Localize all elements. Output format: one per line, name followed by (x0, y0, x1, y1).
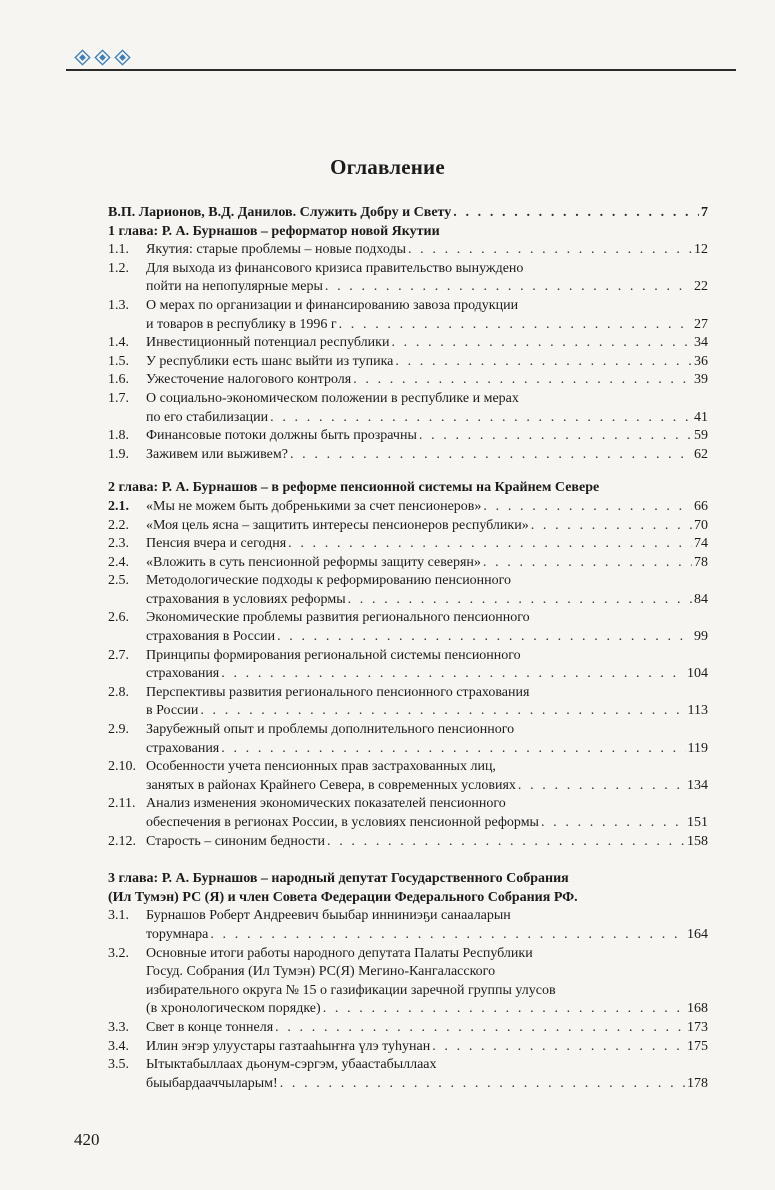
toc-entry-page: 62 (694, 446, 708, 462)
toc-entry-number: 3.3. (108, 1019, 129, 1035)
toc-entry (108, 353, 708, 372)
leader-dots (353, 371, 692, 390)
toc-entry-number: 1.5. (108, 353, 129, 369)
leader-dots (275, 1019, 685, 1038)
toc-entry-number: 1.4. (108, 335, 129, 351)
toc-entry-page: 78 (694, 554, 708, 570)
toc-entry-title: У республики есть шанс выйти из тупика (146, 353, 394, 369)
header-rule (66, 69, 736, 71)
toc-entry-page: 27 (694, 316, 708, 332)
toc-entry-number: 3.1. (108, 908, 129, 924)
toc-entry-number: 1.1. (108, 242, 129, 258)
toc-entry (108, 795, 708, 832)
toc-intro-entry (108, 204, 708, 223)
toc-entry-number: 2.2. (108, 517, 129, 533)
toc-entry (108, 498, 708, 517)
toc-entry (108, 833, 708, 852)
toc-entry-page: 164 (687, 926, 708, 942)
toc-entry (108, 390, 708, 427)
toc-entry-number: 2.11. (108, 796, 136, 812)
toc-entry-page: 36 (694, 353, 708, 369)
toc-entry-number: 2.3. (108, 536, 129, 552)
toc-entry-title: Финансовые потоки должны быть прозрачны (146, 428, 417, 444)
toc-entry-page: 113 (687, 703, 708, 719)
toc-entry-title: Ужесточение налогового контроля (146, 372, 352, 388)
toc-entry-number: 3.5. (108, 1057, 129, 1073)
toc-entry-page: 134 (687, 777, 708, 793)
toc-entry-page: 173 (687, 1019, 708, 1035)
toc-entry (108, 535, 708, 554)
toc-entry-page: 41 (694, 409, 708, 425)
toc-entry-page: 84 (694, 591, 708, 607)
toc-entry-page: 99 (694, 629, 708, 645)
toc-entry-title: Бурнашов Роберт Андреевич быыбар инниниэҕи санааларын (146, 908, 511, 924)
leader-dots (391, 334, 692, 353)
toc-entry (108, 684, 708, 721)
toc-entry-title: Якутия: старые проблемы – новые подходы (146, 242, 406, 258)
toc-entry-page: 175 (687, 1038, 708, 1054)
chapter-spacer (108, 851, 708, 870)
leader-dots (270, 409, 692, 428)
leader-dots (408, 241, 692, 260)
page-title: Оглавление (330, 155, 445, 179)
toc-entry-title: «Вложить в суть пенсионной реформы защиту северян» (146, 554, 481, 570)
toc-entry-title: Основные итоги работы народного депутата Палаты Республики (146, 945, 533, 961)
toc-entry (108, 334, 708, 353)
toc-entry-page: 119 (687, 740, 708, 756)
toc-entry-title: Зарубежный опыт и проблемы дополнительного пенсионного (146, 722, 515, 738)
toc-entry (108, 721, 708, 758)
toc-entry-number: 1.9. (108, 446, 129, 462)
leader-dots (323, 1000, 685, 1019)
toc-entry-title: страхования в условиях реформы (146, 591, 346, 607)
toc-entry-title: в России (146, 703, 199, 719)
diamond-ornament-icon (74, 49, 91, 66)
toc-entry-title: избирательного округа № 15 о газификации заречной группы улусов (146, 982, 556, 998)
toc-entry (108, 907, 708, 944)
leader-dots (277, 628, 692, 647)
toc-entry-number: 2.10. (108, 759, 136, 775)
toc-entry-number: 2.9. (108, 722, 129, 738)
toc-entry-number: 2.8. (108, 684, 129, 700)
toc-entry (108, 241, 708, 260)
toc-entry-page: 74 (694, 536, 708, 552)
leader-dots (327, 833, 685, 852)
toc-entry-title: обеспечения в регионах России, в условиях пенсионной реформы (146, 815, 539, 830)
leader-dots (419, 427, 692, 446)
toc-entry-page: 151 (687, 815, 708, 830)
toc-entry (108, 371, 708, 390)
toc-entry-title: О социально-экономическом положении в республике и мерах (146, 390, 519, 406)
toc-entry-title: О мерах по организации и финансированию завоза продукции (146, 297, 519, 313)
toc-entry (108, 427, 708, 446)
toc-entry-title: пойти на непопулярные меры (146, 279, 323, 295)
toc-entry-title: Заживем или выживем? (146, 446, 288, 462)
toc-entry (108, 609, 708, 646)
chapter-heading: 1 глава: Р. А. Бурнашов – реформатор новой Якутии (108, 223, 440, 239)
toc-entry-title: Перспективы развития регионального пенсионного страхования (146, 684, 530, 700)
toc-entry-title: «Моя цель ясна – защитить интересы пенсионеров республики» (146, 517, 529, 533)
leader-dots (210, 926, 685, 945)
page-number: 420 (74, 1130, 100, 1149)
toc-entry (108, 1038, 708, 1057)
leader-dots (290, 446, 692, 465)
leader-dots (280, 1075, 685, 1094)
toc-entry-title: Инвестиционный потенциал республики (146, 335, 390, 351)
leader-dots (453, 204, 699, 223)
toc-entry-page: 178 (687, 1075, 708, 1091)
toc-entry-page: 70 (694, 517, 708, 533)
toc-entry-page: 168 (687, 1001, 708, 1017)
toc-entry-title: страхования (146, 666, 220, 682)
toc-entry (108, 572, 708, 609)
toc-entry-page: 39 (694, 372, 708, 388)
toc-entry (108, 647, 708, 684)
table-of-contents (108, 204, 708, 1093)
leader-dots (518, 777, 685, 796)
toc-entry-title: занятых в районах Крайнего Севера, в современных условиях (146, 777, 516, 793)
toc-entry-number: 1.7. (108, 390, 129, 406)
header-ornaments (74, 49, 131, 67)
toc-entry-title: «Мы не можем быть добренькими за счет пенсионеров» (146, 498, 482, 514)
toc-entry-title: страхования (146, 740, 220, 756)
toc-entry-number: 2.5. (108, 573, 129, 589)
chapter-heading: 3 глава: Р. А. Бурнашов – народный депутат Государственного Собрания (108, 871, 569, 887)
toc-entry-title: быыбардааччыларым! (146, 1075, 278, 1091)
toc-intro-title: В.П. Ларионов, В.Д. Данилов. Служить Добру и Свету (108, 205, 452, 220)
leader-dots (483, 498, 692, 517)
toc-entry-number: 1.8. (108, 428, 129, 444)
toc-entry-page: 104 (687, 666, 708, 682)
leader-dots (432, 1038, 685, 1057)
toc-entry-title: Для выхода из финансового кризиса правительство вынуждено (146, 260, 524, 276)
leader-dots (483, 554, 692, 573)
toc-entry-number: 3.2. (108, 945, 129, 961)
diamond-ornament-icon (94, 49, 111, 66)
toc-entry-number: 3.4. (108, 1038, 129, 1054)
toc-entry-title: Старость – синоним бедности (146, 833, 326, 849)
chapter-heading: 2 глава: Р. А. Бурнашов – в реформе пенсионной системы на Крайнем Севере (108, 480, 600, 496)
toc-entry-page: 22 (694, 279, 708, 295)
toc-entry-title: Ытыктабыллаах дьонум-сэргэм, убаастабыллаах (146, 1057, 437, 1073)
toc-entry-title: Особенности учета пенсионных прав застрахованных лиц, (146, 759, 496, 775)
toc-entry-title: и товаров в республику в 1996 г (146, 316, 337, 332)
toc-entry-number: 1.6. (108, 372, 129, 388)
leader-dots (541, 814, 685, 833)
toc-entry-title: Илин эҥэр улуустары газтааһыҥҥа үлэ туһунан (146, 1038, 431, 1054)
toc-entry (108, 554, 708, 573)
leader-dots (325, 278, 692, 297)
toc-entry-page: 66 (694, 498, 708, 514)
toc-entry-title: (в хронологическом порядке) (146, 1001, 321, 1017)
toc-entry-page: 12 (694, 242, 708, 258)
leader-dots (200, 702, 685, 721)
toc-intro-page: 7 (701, 205, 708, 220)
toc-entry-number: 2.1. (108, 498, 129, 514)
toc-entry-title: Методологические подходы к реформированию пенсионного (146, 573, 512, 589)
chapter-heading: (Ил Тумэн) РС (Я) и член Совета Федерации Федерального Собрания РФ. (108, 889, 578, 905)
toc-entry-title: Принципы формирования региональной системы пенсионного (146, 647, 521, 663)
toc-entry-title: Экономические проблемы развития регионального пенсионного (146, 610, 530, 626)
leader-dots (348, 591, 692, 610)
leader-dots (221, 665, 685, 684)
toc-entry (108, 446, 708, 465)
toc-entry-number: 2.12. (108, 833, 136, 849)
leader-dots (531, 517, 692, 536)
toc-entry-page: 34 (694, 335, 708, 351)
toc-entry (108, 297, 708, 334)
toc-entry-title: по его стабилизации (146, 409, 269, 425)
diamond-ornament-icon (114, 49, 131, 66)
leader-dots (339, 316, 692, 335)
toc-entry-title: Свет в конце тоннеля (146, 1019, 274, 1035)
leader-dots (395, 353, 692, 372)
toc-entry-number: 2.4. (108, 554, 129, 570)
toc-entry-number: 2.6. (108, 610, 129, 626)
toc-entry-title: торумнара (146, 926, 209, 942)
toc-entry-number: 2.7. (108, 647, 129, 663)
toc-entry-page: 59 (694, 428, 708, 444)
toc-entry-title: Госуд. Собрания (Ил Тумэн) РС(Я) Мегино-Кангаласского (146, 964, 496, 980)
toc-entry-number: 1.2. (108, 260, 129, 276)
leader-dots (288, 535, 692, 554)
toc-entry (108, 517, 708, 536)
leader-dots (221, 740, 685, 759)
toc-entry (108, 1019, 708, 1038)
toc-entry-title: Пенсия вчера и сегодня (146, 536, 287, 552)
toc-entry (108, 945, 708, 1019)
toc-entry (108, 1056, 708, 1093)
toc-entry-title: Анализ изменения экономических показателей пенсионного (146, 796, 506, 812)
toc-entry-title: страхования в России (146, 629, 276, 645)
chapter-spacer (108, 464, 708, 479)
toc-entry-number: 1.3. (108, 297, 129, 313)
toc-entry-page: 158 (687, 833, 708, 849)
toc-entry (108, 260, 708, 297)
toc-entry (108, 758, 708, 795)
